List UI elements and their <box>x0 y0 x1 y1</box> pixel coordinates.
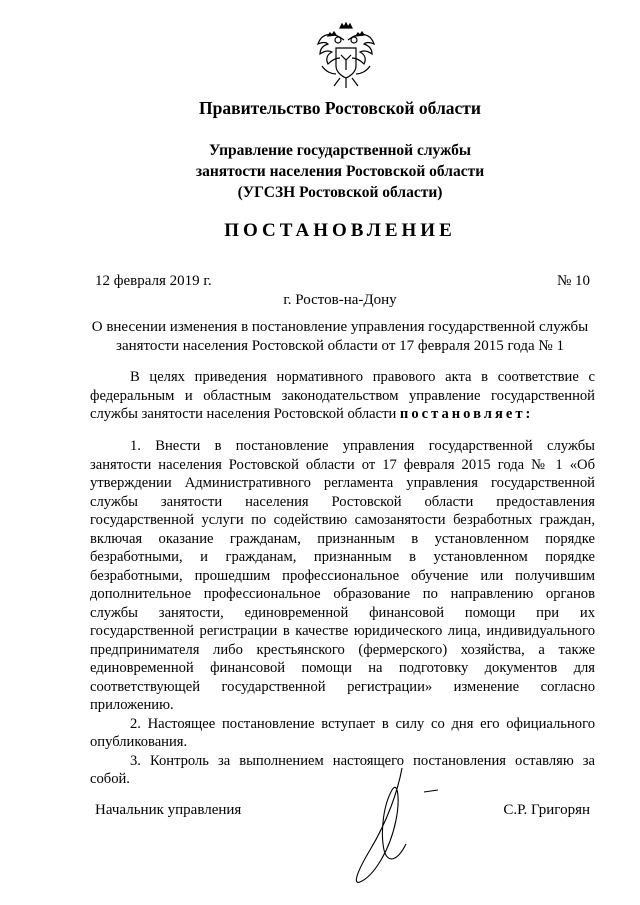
preamble-paragraph <box>90 368 595 424</box>
subject-line: занятости населения Ростовской области от 17 февраля 2015 года № 1 <box>116 338 564 354</box>
document-city: г. Ростов-на-Дону <box>283 292 397 308</box>
document-subject <box>80 318 600 356</box>
coat-of-arms-icon <box>314 22 378 90</box>
department-name <box>90 140 590 203</box>
signatory-name: С.Р. Григорян <box>503 802 590 818</box>
department-line: Управление государственной службы <box>209 142 471 159</box>
decree-word: постановляет: <box>399 406 534 422</box>
handwritten-signature <box>340 760 450 890</box>
subject-line: О внесении изменения в постановление управления государственной службы <box>91 319 589 335</box>
preamble <box>90 368 595 424</box>
document-number: № 10 <box>556 273 590 289</box>
decree-item: 3. Контроль за выполнением настоящего постановления оставляю за собой. <box>90 752 595 787</box>
government-title: Правительство Ростовской области <box>199 98 481 118</box>
signatory-role: Начальник управления <box>95 802 242 818</box>
document-type-title: ПОСТАНОВЛЕНИЕ <box>224 220 456 241</box>
department-line: (УГСЗН Ростовской области) <box>237 184 443 201</box>
document-date: 12 февраля 2019 г. <box>95 273 212 289</box>
preamble-text: В целях приведения нормативного правового акта в соответствие с федеральным и областным законодательством управление государственной службы занятости населения Ростовской области <box>90 369 595 422</box>
department-line: занятости населения Ростовской области <box>195 163 485 180</box>
decree-items <box>90 437 595 789</box>
decree-item: 2. Настоящее постановление вступает в силу со дня его официального опубликования. <box>90 715 595 750</box>
decree-item: 1. Внести в постановление управления государственной службы занятости населения Ростовской области от 17 февраля 2015 года № 1 «Об утверждении Административного регламента управления государственной службы занятости населения Ростовской области предоставления государственной услуги по содействию самозанятости безработных граждан, включая оказание гражданам, признанным в установленном порядке безработными, и гражданам, признанным в установленном порядке безработными, прошедшим профессиональное обучение или получившим дополнительное профессиональное образование по направлению органов службы занятости, единовременной финансовой помощи при их государственной регистрации в качестве юридического лица, индивидуального предпринимателя либо крестьянского (фермерского) хозяйства, а также единовременной финансовой помощи на подготовку документов для соответствующей государственной регистрации» изменение согласно приложению. <box>90 438 595 713</box>
